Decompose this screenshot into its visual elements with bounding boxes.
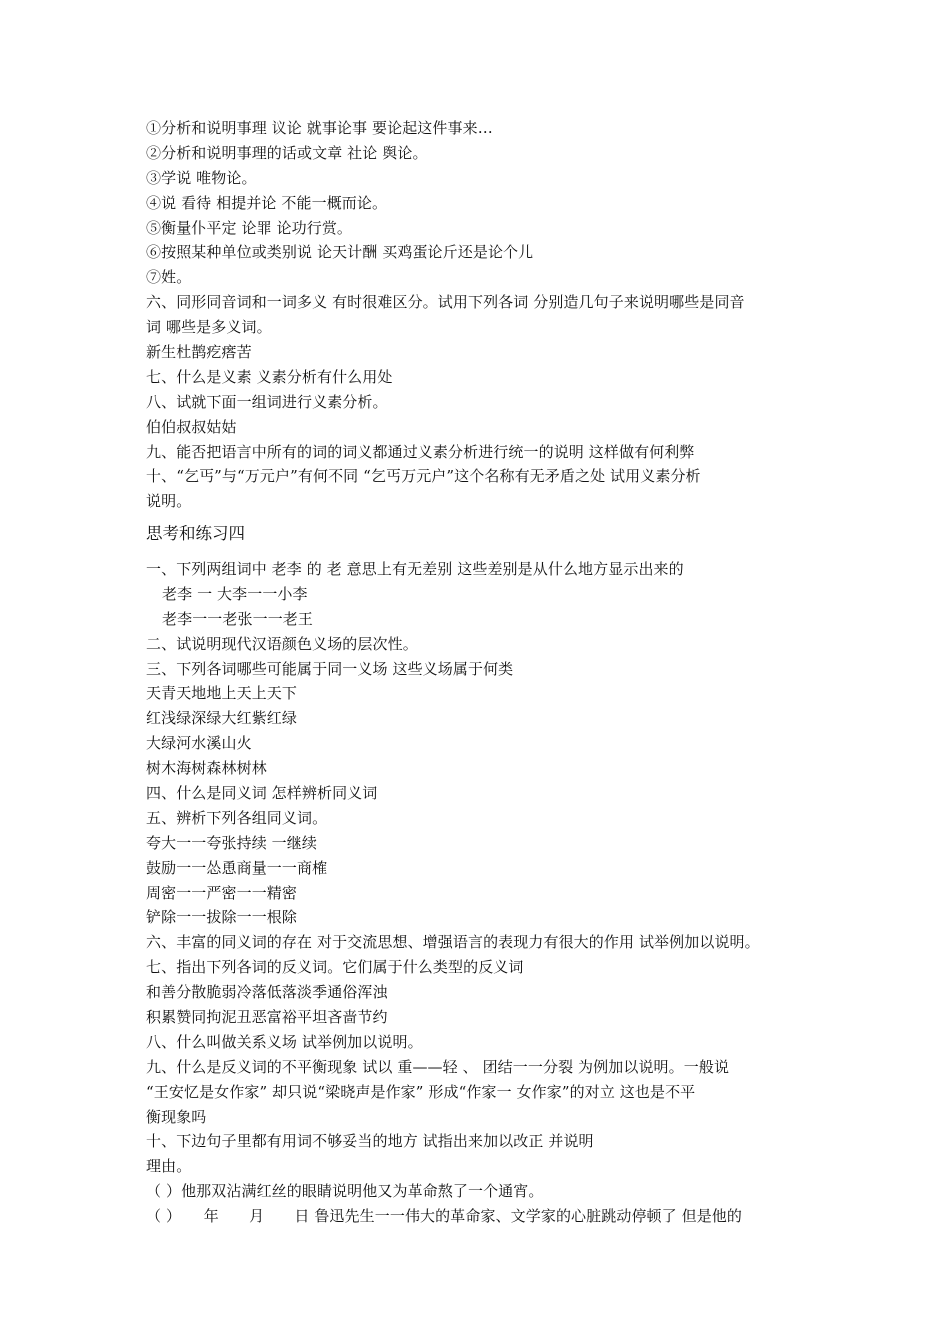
word-list: 老李 一 大李一一小李 bbox=[162, 584, 308, 603]
text-line: 词 哪些是多义词。 bbox=[146, 318, 272, 337]
word-list: 伯伯叔叔姑姑 bbox=[146, 417, 237, 436]
question-ten: 十、下边句子里都有用词不够妥当的地方 试指出来加以改正 并说明 bbox=[146, 1132, 594, 1151]
question-six: 六、同形同音词和一词多义 有时很难区分。试用下列各词 分别造几句子来说明哪些是同音 bbox=[146, 293, 745, 312]
exercise-text-four bbox=[146, 557, 816, 1229]
word-list: 铲除一一拔除一一根除 bbox=[146, 908, 298, 927]
word-list: 新生杜鹊疙瘩苦 bbox=[146, 343, 252, 362]
example-sentence: （ ） 年 月 日 鲁迅先生一一伟大的革命家、文学家的心脏跳动停顿了 但是他的 bbox=[146, 1207, 743, 1226]
text-line: ①分析和说明事理 议论 就事论事 要论起这件事来… bbox=[146, 119, 493, 137]
word-list: 周密一一严密一一精密 bbox=[146, 883, 298, 902]
question-seven: 七、什么是义素 义素分析有什么用处 bbox=[146, 367, 393, 386]
question-eight: 八、试就下面一组词进行义素分析。 bbox=[146, 392, 388, 411]
question-eight: 八、什么叫做关系义场 试举例加以说明。 bbox=[146, 1032, 423, 1051]
question-seven: 七、指出下列各词的反义词。它们属于什么类型的反义词 bbox=[146, 958, 524, 977]
text-line: ④说 看待 相提并论 不能一概而论。 bbox=[146, 193, 388, 212]
text-line: ⑤衡量仆平定 论罪 论功行赏。 bbox=[146, 218, 353, 237]
word-list: 鼓励一一怂恿商量一一商榷 bbox=[146, 858, 328, 877]
text-line: ⑦姓。 bbox=[146, 268, 192, 287]
question-ten: 十、“乞丐”与“万元户”有何不同 “乞丐万元户”这个名称有无矛盾之处 试用义素分析 bbox=[146, 467, 701, 486]
example-sentence: （ ）他那双沾满红丝的眼睛说明他又为革命熬了一个通宵。 bbox=[146, 1182, 544, 1201]
question-five: 五、辨析下列各组同义词。 bbox=[146, 808, 328, 827]
text-line: ⑥按照某种单位或类别说 论天计酬 买鸡蛋论斤还是论个儿 bbox=[146, 243, 534, 262]
word-list: 老李一一老张一一老王 bbox=[162, 609, 314, 628]
word-list: 夸大一一夸张持续 一继续 bbox=[146, 833, 317, 852]
question-two: 二、试说明现代汉语颜色义场的层次性。 bbox=[146, 634, 418, 653]
question-one: 一、下列两组词中 老李 的 老 意思上有无差别 这些差别是从什么地方显示出来的 bbox=[146, 560, 684, 578]
word-list: 和善分散脆弱冷落低落淡季通俗浑浊 bbox=[146, 983, 388, 1002]
question-nine: 九、能否把语言中所有的词的词义都通过义素分析进行统一的说明 这样做有何利弊 bbox=[146, 442, 695, 461]
question-three: 三、下列各词哪些可能属于同一义场 这些义场属于何类 bbox=[146, 659, 514, 678]
word-list: 积累赞同拘泥丑恶富裕平坦吝啬节约 bbox=[146, 1008, 388, 1027]
text-line: ③学说 唯物论。 bbox=[146, 168, 257, 187]
question-nine: 九、什么是反义词的不平衡现象 试以 重——轻 、 团结一一分裂 为例加以说明。一般说 bbox=[146, 1057, 730, 1076]
word-list: 树木海树森林树林 bbox=[146, 759, 267, 778]
word-list: 红浅绿深绿大红紫红绿 bbox=[146, 709, 298, 728]
text-line: “王安忆是女作家” 却只说“梁晓声是作家” 形成“作家一 女作家”的对立 这也是不平 bbox=[146, 1082, 696, 1101]
question-four: 四、什么是同义词 怎样辨析同义词 bbox=[146, 784, 378, 803]
text-line: 衡现象吗 bbox=[146, 1107, 207, 1126]
text-line: 说明。 bbox=[146, 492, 192, 511]
section-heading: 思考和练习四 bbox=[146, 524, 245, 543]
word-list: 天青天地地上天上天下 bbox=[146, 684, 298, 703]
word-list: 大绿河水溪山火 bbox=[146, 734, 252, 753]
exercise-text-top bbox=[146, 116, 816, 514]
question-six: 六、丰富的同义词的存在 对于交流思想、增强语言的表现力有很大的作用 试举例加以说明。 bbox=[146, 933, 760, 952]
text-line: 理由。 bbox=[146, 1157, 192, 1176]
text-line: ②分析和说明事理的话或文章 社论 舆论。 bbox=[146, 143, 428, 162]
